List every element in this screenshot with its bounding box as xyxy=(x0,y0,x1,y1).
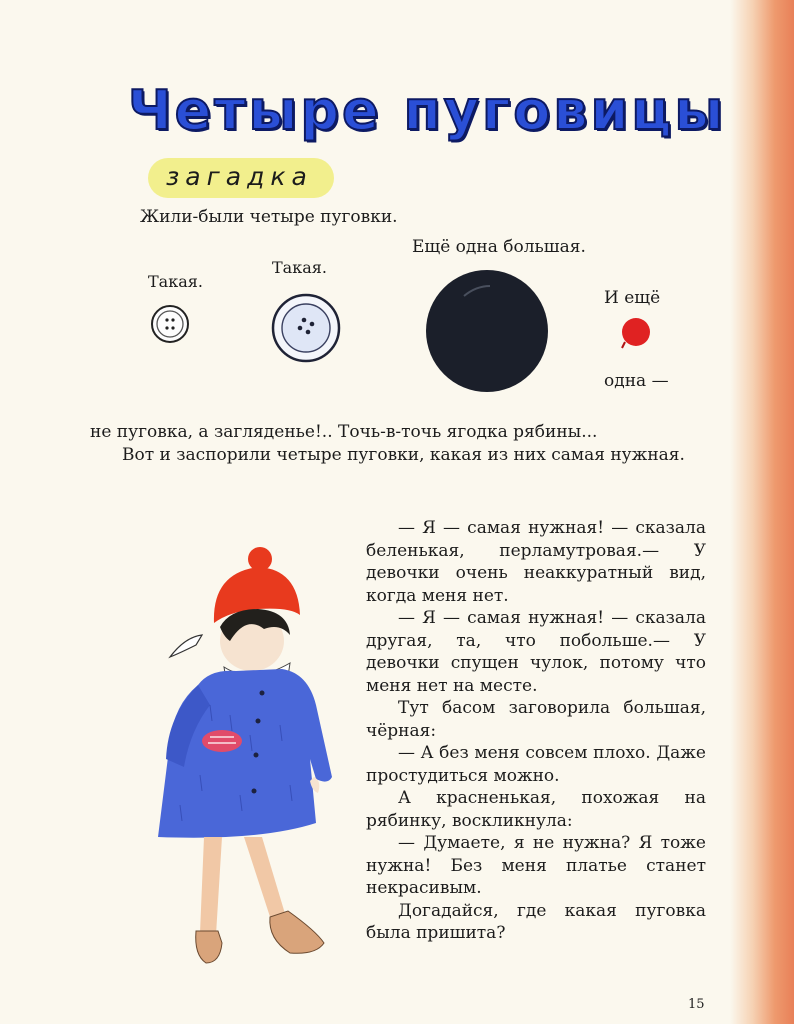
caption-red-top: И ещё xyxy=(604,288,661,308)
caption-small-button: Такая. xyxy=(148,272,203,291)
story-paragraph: — Думаете, я не нужна? Я тоже нужна! Без меня платье станет некрасивым. xyxy=(366,833,706,898)
page-title: Четыре пуговицы xyxy=(128,79,727,142)
text-argument: Вот и заспорили четыре пуговки, какая из них самая нужная. xyxy=(122,445,685,465)
story-text xyxy=(366,517,706,945)
text-line-rowan: не пуговка, а загляденье!.. Точь-в-точь ягодка рябины... xyxy=(90,422,598,442)
story-paragraph: Догадайся, где какая пуговка была пришита? xyxy=(366,900,706,943)
big-black-button-image xyxy=(424,268,550,394)
intro-text: Жили-были четыре пуговки. xyxy=(140,207,398,227)
subtitle-badge xyxy=(148,158,334,198)
caption-red-bottom: одна — xyxy=(604,371,669,391)
page-number: 15 xyxy=(688,997,705,1012)
small-button-image xyxy=(148,302,192,346)
medium-button-image xyxy=(268,290,344,366)
caption-big-button: Ещё одна большая. xyxy=(412,237,586,257)
story-paragraph: — А без меня совсем плохо. Даже простудиться можно. xyxy=(366,743,706,786)
story-paragraph: — Я — самая нужная! — сказала другая, та, что побольше.— У девочки спущен чулок, потому что меня нет на месте. xyxy=(366,608,706,696)
story-paragraph: А красненькая, похожая на рябинку, воскликнула: xyxy=(366,788,706,831)
red-button-image xyxy=(619,316,653,352)
girl-in-coat-illustration xyxy=(140,545,350,985)
story-paragraph: Тут басом заговорила большая, чёрная: xyxy=(366,698,706,741)
caption-medium-button: Такая. xyxy=(272,258,327,277)
story-paragraph: — Я — самая нужная! — сказала беленькая, перламутровая.— У девочки очень неаккуратный вид, когда меня нет. xyxy=(366,518,706,606)
subtitle-text: загадка xyxy=(166,162,313,191)
page-edge xyxy=(730,0,794,1024)
